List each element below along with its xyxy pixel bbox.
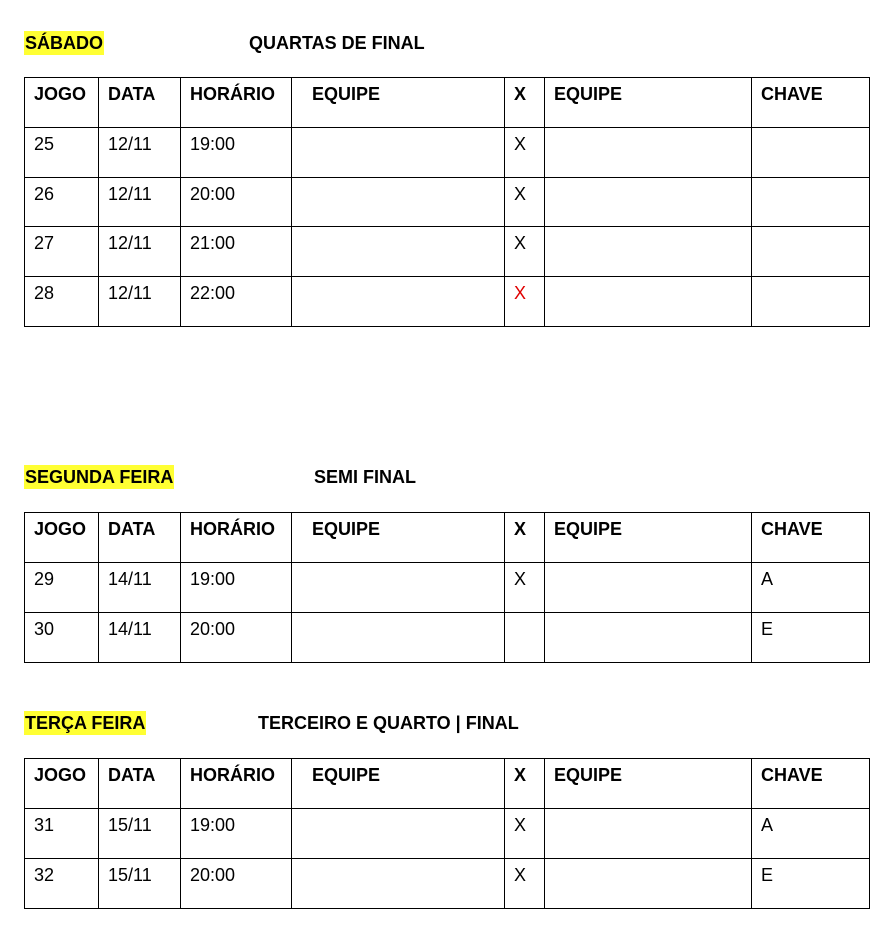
cell-x: X: [505, 128, 545, 178]
header-jogo: JOGO: [25, 759, 99, 809]
cell-x: X: [505, 809, 545, 859]
cell-chave: [752, 178, 870, 227]
header-x: X: [505, 759, 545, 809]
cell-data: 12/11: [99, 178, 181, 227]
cell-chave: A: [752, 809, 870, 859]
table-row: [25, 859, 870, 909]
header-x: X: [505, 78, 545, 128]
cell-equipe-1: [292, 859, 505, 909]
section-1-header: [0, 31, 885, 57]
table-row: [25, 809, 870, 859]
section-title: SEMI FINAL: [314, 467, 416, 487]
header-equipe-2: EQUIPE: [545, 513, 752, 563]
header-equipe: EQUIPE: [292, 759, 505, 809]
section-3-header: [0, 711, 885, 737]
cell-equipe-1: [292, 613, 505, 663]
cell-data: 12/11: [99, 227, 181, 277]
header-equipe: EQUIPE: [292, 78, 505, 128]
cell-jogo: 27: [25, 227, 99, 277]
table-row: [25, 128, 870, 178]
header-jogo: JOGO: [25, 513, 99, 563]
cell-chave: E: [752, 859, 870, 909]
schedule-table-quartas: [24, 77, 870, 327]
section-2-header: [0, 465, 885, 491]
cell-x: X: [505, 227, 545, 277]
cell-horario: 19:00: [181, 128, 292, 178]
cell-x: [505, 613, 545, 663]
cell-horario: 21:00: [181, 227, 292, 277]
cell-jogo: 25: [25, 128, 99, 178]
header-horario: HORÁRIO: [181, 78, 292, 128]
header-horario: HORÁRIO: [181, 513, 292, 563]
cell-jogo: 32: [25, 859, 99, 909]
schedule-table-semi: [24, 512, 870, 663]
cell-horario: 20:00: [181, 178, 292, 227]
cell-jogo: 26: [25, 178, 99, 227]
header-chave: CHAVE: [752, 513, 870, 563]
table-row: [25, 178, 870, 227]
table-header-row: [25, 513, 870, 563]
cell-equipe-2: [545, 128, 752, 178]
cell-chave: E: [752, 613, 870, 663]
table-row: [25, 613, 870, 663]
cell-jogo: 31: [25, 809, 99, 859]
cell-equipe-1: [292, 563, 505, 613]
day-label: SEGUNDA FEIRA: [25, 467, 174, 487]
cell-equipe-1: [292, 809, 505, 859]
cell-chave: A: [752, 563, 870, 613]
cell-equipe-2: [545, 277, 752, 327]
cell-equipe-1: [292, 227, 505, 277]
header-equipe-2: EQUIPE: [545, 759, 752, 809]
cell-data: 14/11: [99, 563, 181, 613]
cell-data: 12/11: [99, 128, 181, 178]
cell-x: X: [505, 563, 545, 613]
day-label: SÁBADO: [25, 33, 104, 53]
cell-equipe-2: [545, 178, 752, 227]
header-data: DATA: [99, 759, 181, 809]
cell-data: 15/11: [99, 859, 181, 909]
section-title: TERCEIRO E QUARTO | FINAL: [258, 713, 519, 733]
header-equipe-2: EQUIPE: [545, 78, 752, 128]
schedule-table-final: [24, 758, 870, 909]
cell-data: 14/11: [99, 613, 181, 663]
table-header-row: [25, 78, 870, 128]
cell-equipe-2: [545, 563, 752, 613]
cell-equipe-2: [545, 613, 752, 663]
cell-equipe-2: [545, 227, 752, 277]
cell-horario: 19:00: [181, 809, 292, 859]
table-header-row: [25, 759, 870, 809]
cell-chave: [752, 277, 870, 327]
header-horario: HORÁRIO: [181, 759, 292, 809]
header-equipe: EQUIPE: [292, 513, 505, 563]
header-chave: CHAVE: [752, 78, 870, 128]
cell-jogo: 30: [25, 613, 99, 663]
cell-horario: 20:00: [181, 613, 292, 663]
table-row: [25, 277, 870, 327]
cell-chave: [752, 227, 870, 277]
cell-jogo: 29: [25, 563, 99, 613]
cell-equipe-1: [292, 128, 505, 178]
cell-jogo: 28: [25, 277, 99, 327]
cell-x: X: [505, 178, 545, 227]
cell-data: 15/11: [99, 809, 181, 859]
cell-data: 12/11: [99, 277, 181, 327]
cell-horario: 22:00: [181, 277, 292, 327]
cell-x: X: [505, 277, 545, 327]
cell-horario: 20:00: [181, 859, 292, 909]
header-data: DATA: [99, 78, 181, 128]
day-label: TERÇA FEIRA: [25, 713, 146, 733]
table-row: [25, 227, 870, 277]
header-jogo: JOGO: [25, 78, 99, 128]
section-title: QUARTAS DE FINAL: [249, 33, 425, 53]
cell-chave: [752, 128, 870, 178]
header-x: X: [505, 513, 545, 563]
cell-equipe-2: [545, 809, 752, 859]
cell-equipe-1: [292, 178, 505, 227]
cell-equipe-1: [292, 277, 505, 327]
table-row: [25, 563, 870, 613]
cell-horario: 19:00: [181, 563, 292, 613]
cell-x: X: [505, 859, 545, 909]
header-chave: CHAVE: [752, 759, 870, 809]
header-data: DATA: [99, 513, 181, 563]
cell-equipe-2: [545, 859, 752, 909]
